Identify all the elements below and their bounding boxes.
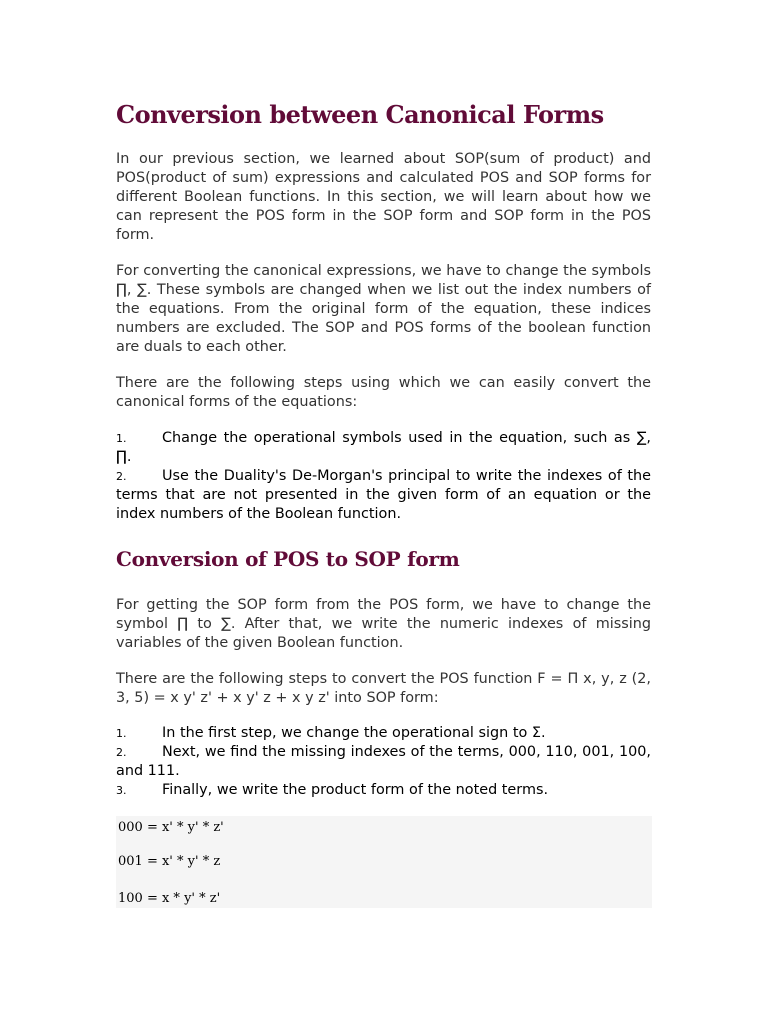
list-item-text: Finally, we write the product form of the noted terms. bbox=[162, 782, 549, 798]
list-item-text: In the first step, we change the operational sign to Σ. bbox=[162, 725, 546, 741]
pos-to-sop-steps-list bbox=[116, 724, 651, 800]
list-item-number: 3. bbox=[116, 784, 127, 797]
list-item-number: 1. bbox=[116, 727, 127, 740]
section-heading: Conversion of POS to SOP form bbox=[116, 547, 460, 571]
list-item bbox=[116, 724, 651, 743]
list-item bbox=[116, 743, 651, 781]
steps-intro-paragraph: There are the following steps using which we can easily convert the canonical forms of the equations: bbox=[116, 375, 651, 410]
conversion-steps-list bbox=[116, 429, 651, 524]
list-item-number: 1. bbox=[116, 432, 127, 445]
conversion-paragraph: For converting the canonical expressions, we have to change the symbols ∏, ∑. These symbols are changed when we list out the index numbers of the equations. From the original form of the equation, these indices numbers are excluded. The SOP and POS forms of the boolean function are duals to each other. bbox=[116, 263, 651, 355]
list-item bbox=[116, 781, 651, 800]
intro-paragraph: In our previous section, we learned about SOP(sum of product) and POS(product of sum) expressions and calculated POS and SOP forms for different Boolean functions. In this section, we will learn about how we can represent the POS form in the SOP form and SOP form in the POS form. bbox=[116, 151, 651, 243]
list-item-text: Next, we find the missing indexes of the terms, 000, 110, 001, 100, and 111. bbox=[116, 744, 651, 779]
list-item-text: Change the operational symbols used in the equation, such as ∑, ∏. bbox=[116, 430, 651, 465]
pos-to-sop-paragraph: For getting the SOP form from the POS form, we have to change the symbol ∏ to ∑. After that, we write the numeric indexes of missing variables of the given Boolean function. bbox=[116, 597, 651, 651]
list-item-number: 2. bbox=[116, 470, 127, 483]
list-item-text: Use the Duality's De-Morgan's principal to write the indexes of the terms that are not presented in the given form of an equation or the index numbers of the Boolean function. bbox=[116, 468, 651, 522]
code-line: 001 = x' * y' * z bbox=[118, 854, 221, 869]
code-block bbox=[116, 816, 652, 908]
code-line: 100 = x * y' * z' bbox=[118, 891, 221, 906]
list-item bbox=[116, 467, 651, 524]
page-title: Conversion between Canonical Forms bbox=[116, 100, 604, 129]
code-line: 000 = x' * y' * z' bbox=[118, 820, 224, 835]
list-item bbox=[116, 429, 651, 467]
list-item-number: 2. bbox=[116, 746, 127, 759]
pos-function-paragraph: There are the following steps to convert the POS function F = Π x, y, z (2, 3, 5) = x y' z' + x y' z + x y z' into SOP form: bbox=[116, 671, 651, 706]
